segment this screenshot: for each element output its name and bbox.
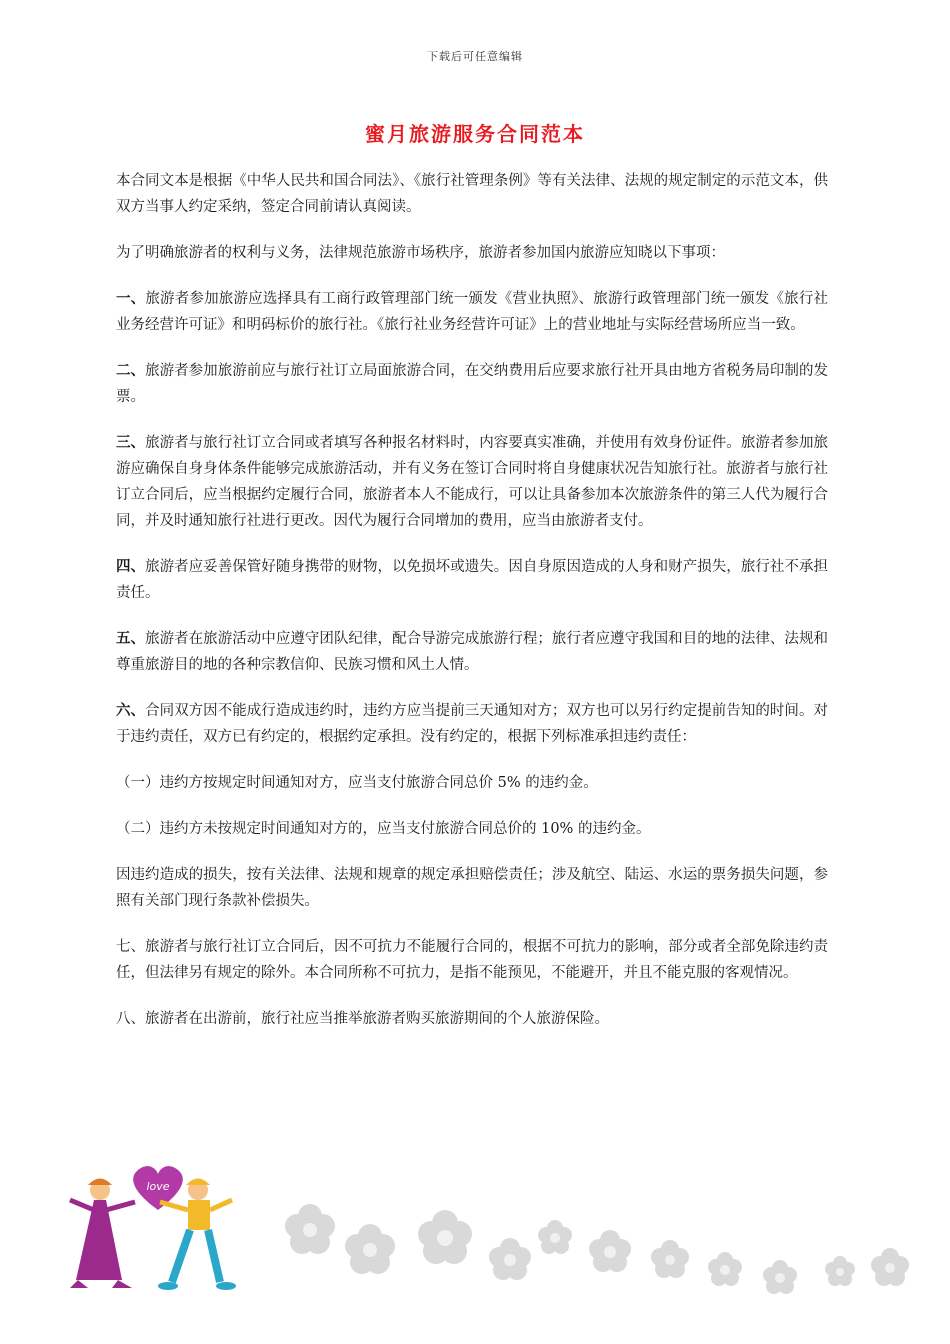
document-body (116, 168, 828, 1052)
paragraph-item-8 (116, 1006, 828, 1032)
paragraph-item-2 (116, 358, 828, 410)
page-header: 下载后可任意编辑 (427, 50, 523, 63)
paragraph-item-3 (116, 430, 828, 534)
item-number: 二、 (116, 362, 146, 379)
paragraph-intro (116, 168, 828, 220)
figure-left-icon (70, 1179, 135, 1289)
paragraph-text: 旅游者在旅游活动中应遵守团队纪律，配合导游完成旅游行程；旅行者应遵守我国和目的地的法律、法规和尊重旅游目的地的各种宗教信仰、民族习惯和风土人情。 (116, 631, 828, 673)
paragraph-damages (116, 862, 828, 914)
paragraph-text: 为了明确旅游者的权利与义务，法律规范旅游市场秩序，旅游者参加国内旅游应知晓以下事项： (116, 245, 725, 261)
paragraph-text: 合同双方因不能成行造成违约时，违约方应当提前三天通知对方；双方也可以另行约定提前告知的时间。对于违约责任，双方已有约定的，根据约定承担。没有约定的，根据下列标准承担违约责任： (116, 703, 828, 745)
paragraph-text: 本合同文本是根据《中华人民共和国合同法》、《旅行社管理条例》等有关法律、法规的规定制定的示范文本，供双方当事人约定采纳，签定合同前请认真阅读。 (116, 173, 828, 215)
heart-label: love (146, 1180, 170, 1193)
item-number: 五、 (116, 630, 146, 647)
paragraph-sub-2 (116, 816, 828, 842)
footer-decoration (60, 1160, 930, 1310)
paragraph-text: 因违约造成的损失，按有关法律、法规和规章的规定承担赔偿责任；涉及航空、陆运、水运的票务损失问题，参照有关部门现行条款补偿损失。 (116, 867, 828, 909)
paragraph-text: 旅游者参加旅游应选择具有工商行政管理部门统一颁发《营业执照》、旅游行政管理部门统一颁发《旅行社业务经营许可证》和明码标价的旅行社。《旅行社业务经营许可证》上的营业地址与实际经营场所应当一致。 (116, 291, 829, 333)
heart-icon (133, 1166, 183, 1210)
item-number: 三、 (116, 434, 146, 451)
item-number: 一、 (116, 290, 146, 307)
paragraph-sub-1 (116, 770, 828, 796)
paragraph-text: 旅游者应妥善保管好随身携带的财物，以免损坏或遗失。因自身原因造成的人身和财产损失，旅行社不承担责任。 (116, 559, 828, 601)
paragraph-text: 旅游者与旅行社订立合同或者填写各种报名材料时，内容要真实准确，并使用有效身份证件。旅游者参加旅游应确保自身身体条件能够完成旅游活动，并有义务在签订合同时将自身健康状况告知旅行社。旅游者与旅行社订立合同后，应当根据约定履行合同，旅游者本人不能成行，可以让具备参加本次旅游条件的第三人代为履行合同，并及时通知旅行社进行更改。因代为履行合同增加的费用，应当由旅游者支付。 (116, 435, 828, 529)
item-number: 四、 (116, 558, 146, 575)
paragraph-item-7 (116, 934, 828, 986)
paragraph-text: 七、旅游者与旅行社订立合同后，因不可抗力不能履行合同的，根据不可抗力的影响，部分或者全部免除违约责任，但法律另有规定的除外。本合同所称不可抗力，是指不能预见，不能避开，并且不能克服的客观情况。 (116, 939, 828, 981)
item-number: 六、 (116, 702, 146, 719)
paragraph-text: 旅游者参加旅游前应与旅行社订立局面旅游合同，在交纳费用后应要求旅行社开具由地方省税务局印制的发票。 (116, 363, 828, 405)
paragraph-notice (116, 240, 828, 266)
flower-border (285, 1204, 909, 1294)
paragraph-item-5 (116, 626, 828, 678)
paragraph-text: （二）违约方未按规定时间通知对方的，应当支付旅游合同总价的 10% 的违约金。 (116, 821, 651, 837)
paragraph-item-1 (116, 286, 828, 338)
paragraph-text: （一）违约方按规定时间通知对方，应当支付旅游合同总价 5% 的违约金。 (116, 775, 598, 791)
paragraph-item-4 (116, 554, 828, 606)
paragraph-text: 八、旅游者在出游前，旅行社应当推举旅游者购买旅游期间的个人旅游保险。 (116, 1011, 609, 1027)
paragraph-item-6 (116, 698, 828, 750)
document-title: 蜜月旅游服务合同范本 (365, 122, 585, 146)
